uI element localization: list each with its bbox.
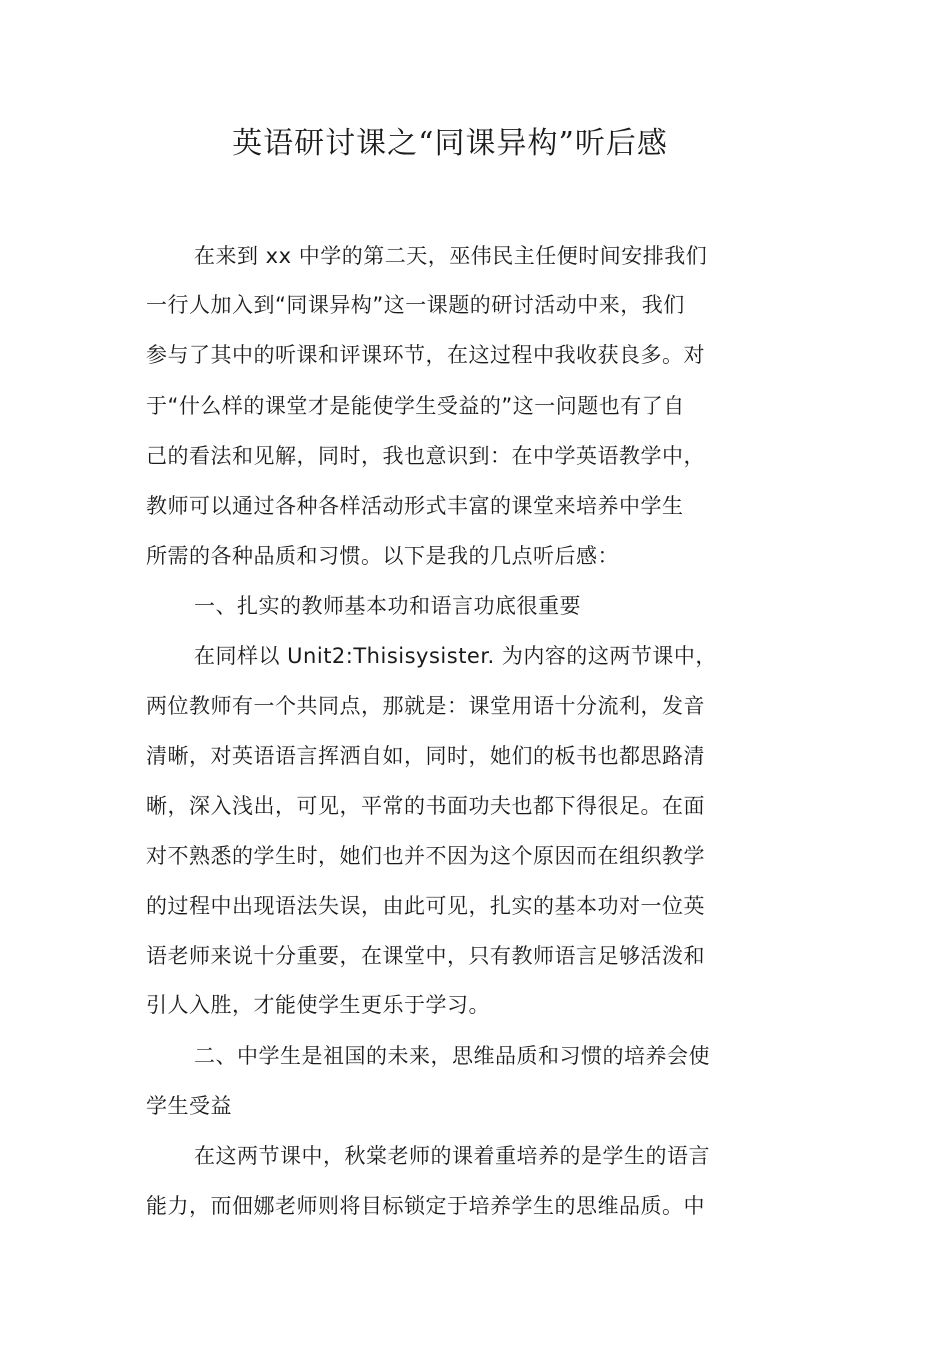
paragraph-line: 参与了其中的听课和评课环节，在这过程中我收获良多。对: [146, 343, 705, 367]
paragraph-line: 能力，而佃娜老师则将目标锁定于培养学生的思维品质。中: [146, 1194, 705, 1218]
paragraph-line: 于“什么样的课堂才是能使学生受益的”这一问题也有了自: [146, 394, 685, 418]
section-heading: 二、中学生是祖国的未来，思维品质和习惯的培养会使: [194, 1044, 710, 1068]
paragraph-line: 的过程中出现语法失误，由此可见，扎实的基本功对一位英: [146, 894, 705, 918]
paragraph-line: 语老师来说十分重要，在课堂中，只有教师语言足够活泼和: [146, 944, 705, 968]
section-heading-continued: 学生受益: [146, 1094, 232, 1118]
paragraph-line: 在这两节课中，秋棠老师的课着重培养的是学生的语言: [194, 1144, 710, 1168]
paragraph-line: 引人入胜，才能使学生更乐于学习。: [146, 993, 490, 1017]
paragraph-line: 清晰，对英语语言挥洒自如，同时，她们的板书也都思路清: [146, 744, 705, 768]
paragraph-line: 教师可以通过各种各样活动形式丰富的课堂来培养中学生: [146, 494, 684, 518]
paragraph-line: 一行人加入到“同课异构”这一课题的研讨活动中来，我们: [146, 293, 685, 317]
paragraph-line: 己的看法和见解，同时，我也意识到：在中学英语教学中，: [146, 444, 705, 468]
paragraph-line: 在同样以 Unit2:Thisisysister. 为内容的这两节课中，: [194, 644, 717, 668]
paragraph-line: 所需的各种品质和习惯。以下是我的几点听后感：: [146, 544, 619, 568]
paragraph-line: 两位教师有一个共同点，那就是：课堂用语十分流利，发音: [146, 694, 705, 718]
paragraph-line: 对不熟悉的学生时，她们也并不因为这个原因而在组织教学: [146, 844, 705, 868]
document-title: 英语研讨课之“同课异构”听后感: [232, 126, 668, 161]
paragraph-line: 在来到 xx 中学的第二天，巫伟民主任便时间安排我们: [194, 244, 708, 268]
paragraph-line: 晰，深入浅出，可见，平常的书面功夫也都下得很足。在面: [146, 794, 705, 818]
section-heading: 一、扎实的教师基本功和语言功底很重要: [194, 594, 581, 618]
